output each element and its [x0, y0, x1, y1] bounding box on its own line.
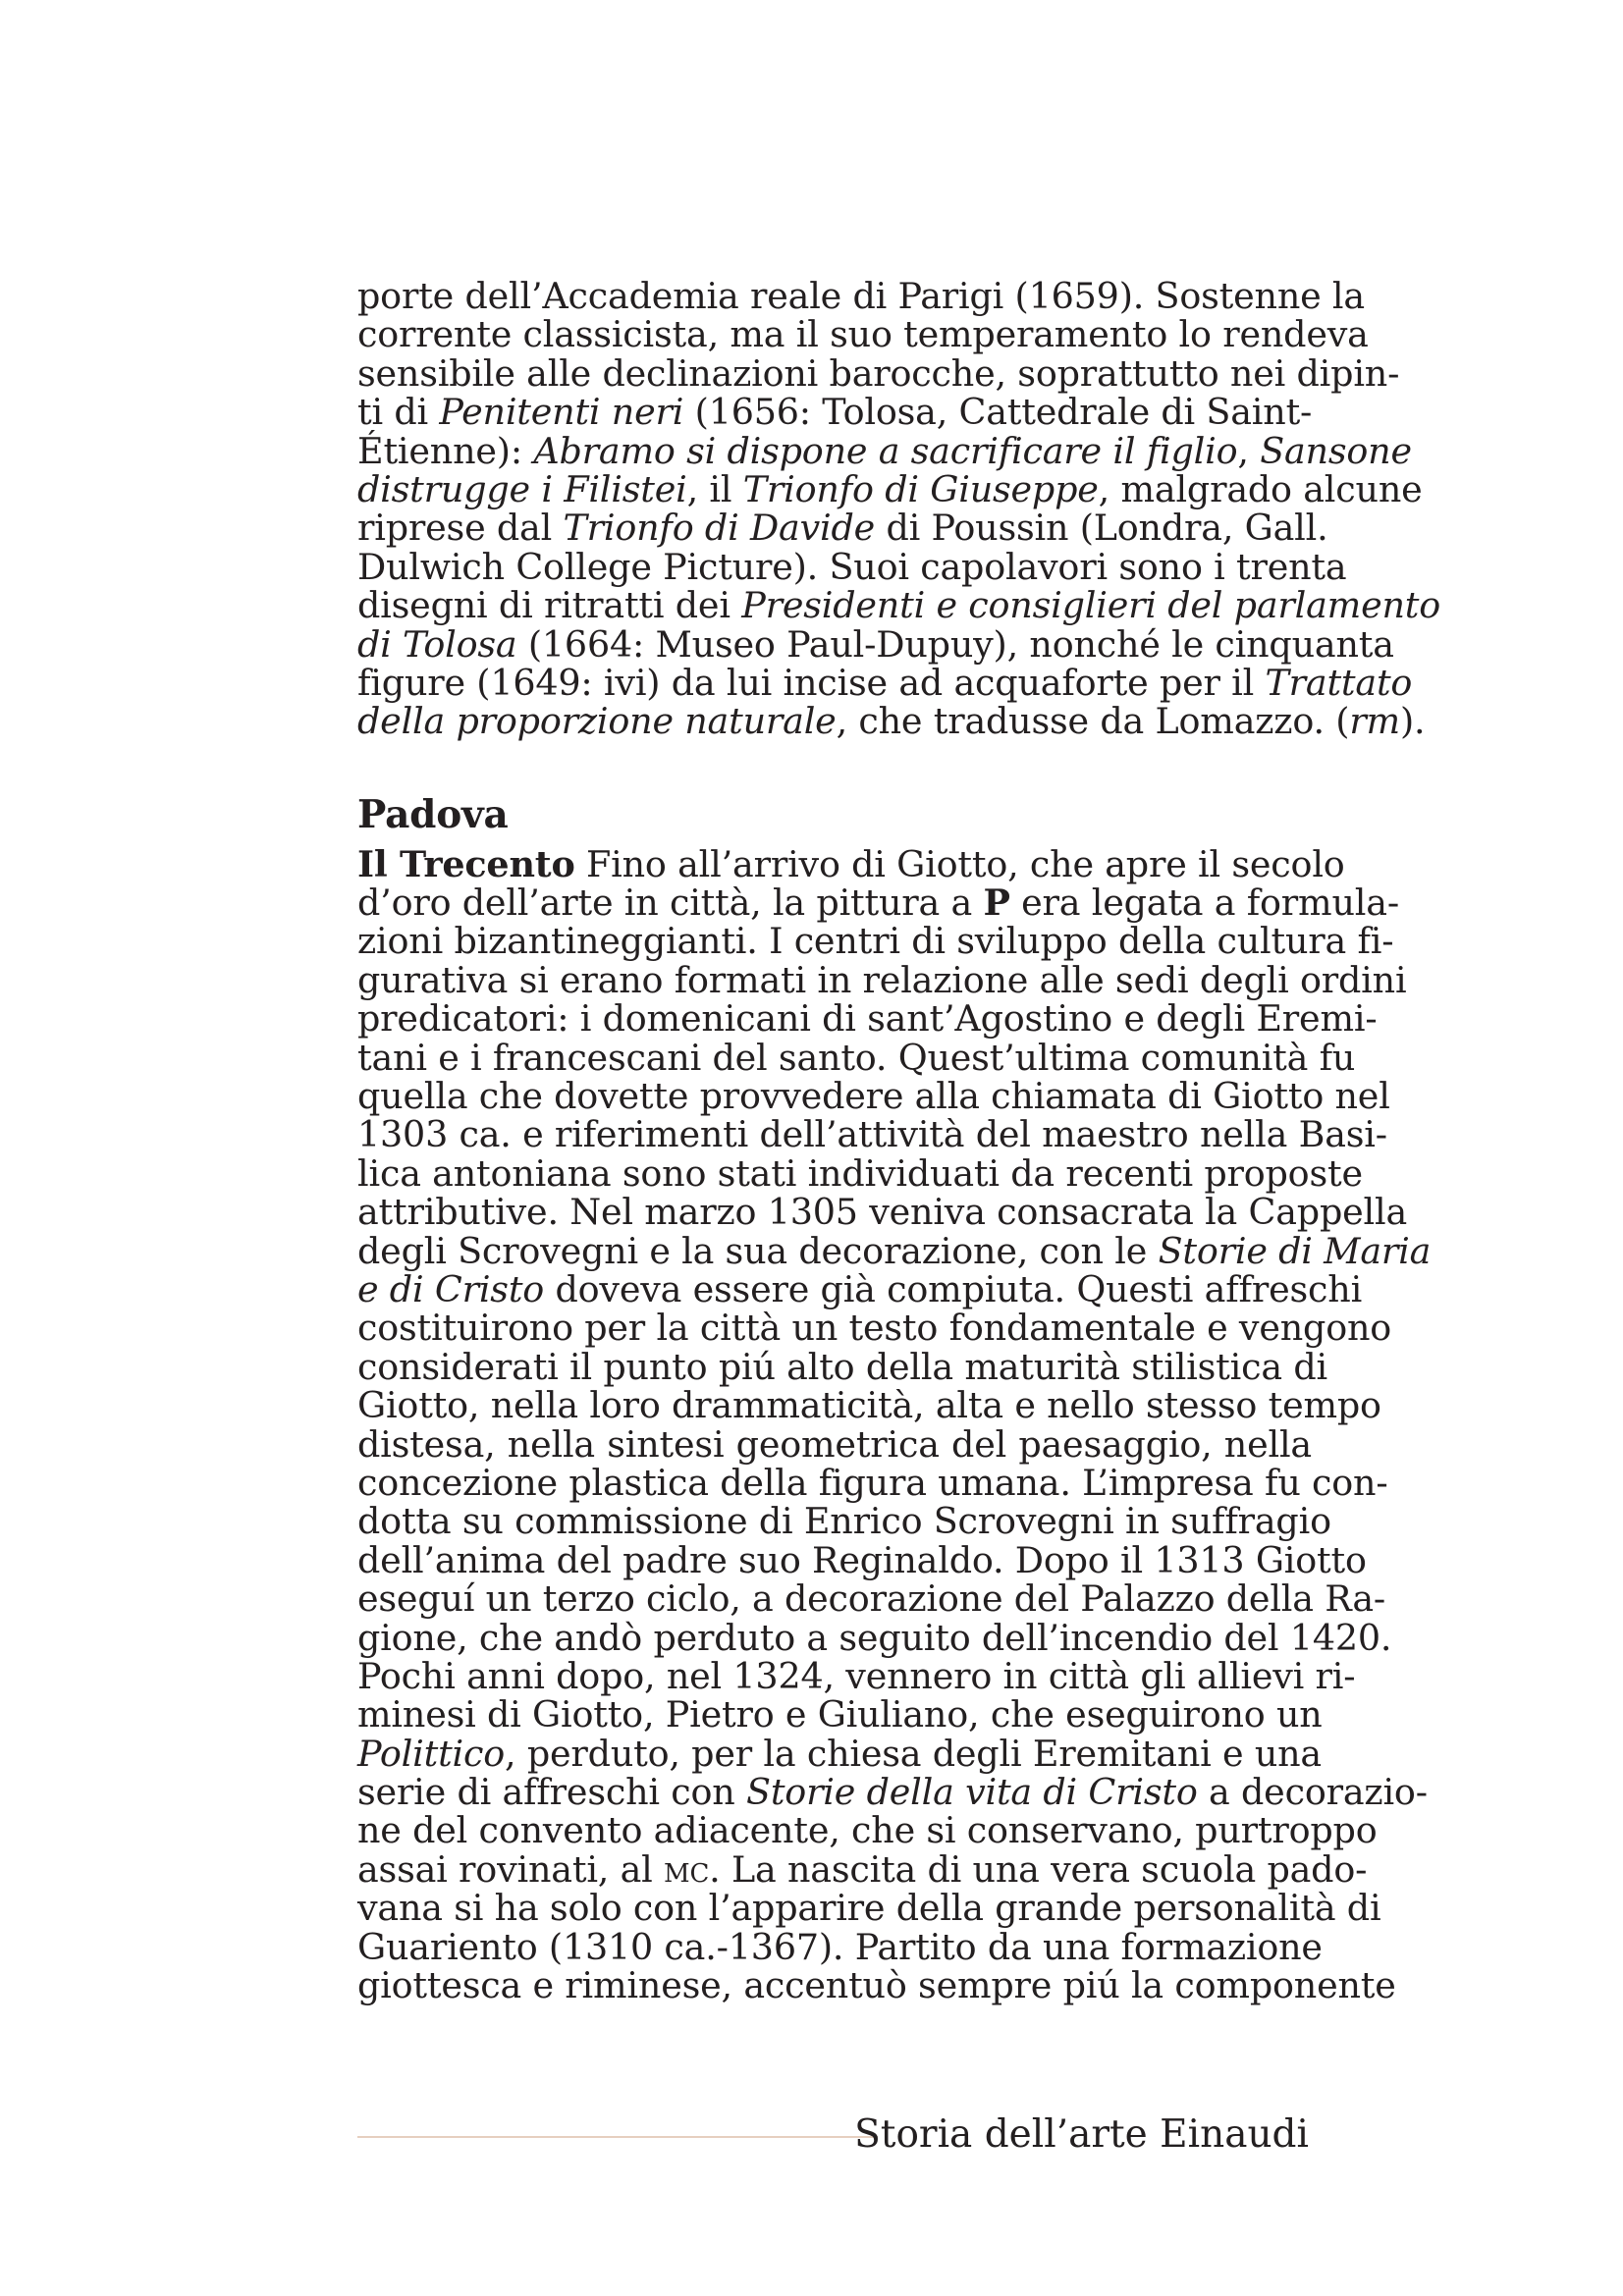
author-initials: rm — [1349, 700, 1400, 743]
artwork-title: Storie della vita di Cristo — [746, 1771, 1198, 1814]
text-line: Polittico, perduto, per la chiesa degli Eremitani e una — [357, 1732, 1322, 1775]
footer-publisher: Storia dell’arte Einaudi — [854, 2112, 1309, 2157]
text-line: Dulwich College Picture). Suoi capolavori sono i trenta — [357, 545, 1347, 588]
text-line: gione, che andò perduto a seguito dell’incendio del 1420. — [357, 1616, 1392, 1659]
page-body — [357, 275, 1441, 2007]
entry-heading: Padova — [357, 791, 509, 837]
entry-paragraph — [357, 842, 1432, 2007]
text-line: ne del convento adiacente, che si conservano, purtroppo — [357, 1809, 1378, 1852]
entry-continuation-paragraph — [357, 275, 1441, 743]
text-line: distesa, nella sintesi geometrica del paesaggio, nella — [357, 1422, 1312, 1466]
artwork-title: Trattato — [1265, 661, 1413, 704]
text-line: dotta su commissione di Enrico Scrovegni in suffragio — [357, 1500, 1331, 1543]
text-line: Giotto, nella loro drammaticità, alta e nello stesso tempo — [357, 1384, 1381, 1427]
text-line: Il Trecento Fino all’arrivo di Giotto, che apre il secolo — [357, 842, 1345, 885]
museum-abbreviation: mc — [664, 1847, 710, 1891]
text-line: predicatori: i domenicani di sant’Agostino e degli Eremi- — [357, 997, 1378, 1041]
text-line: serie di affreschi con Storie della vita di Cristo a decorazio- — [357, 1771, 1428, 1814]
text-line: zioni bizantineggianti. I centri di sviluppo della cultura fi- — [357, 920, 1394, 963]
text-line: d’oro dell’arte in città, la pittura a P era legata a formula- — [357, 881, 1399, 925]
text-line: distrugge i Filistei, il Trionfo di Giuseppe, malgrado alcune — [357, 467, 1423, 510]
artwork-title: Storie di Maria — [1158, 1229, 1432, 1272]
text-line: e di Cristo doveva essere già compiuta. Questi affreschi — [357, 1267, 1363, 1310]
text-line: corrente classicista, ma il suo temperamento lo rendeva — [357, 313, 1369, 356]
subsection-title: Il Trecento — [357, 842, 575, 885]
text-line: Guariento (1310 ca.-1367). Partito da una formazione — [357, 1925, 1323, 1968]
text-line: quella che dovette provvedere alla chiamata di Giotto nel — [357, 1075, 1390, 1118]
text-line: di Tolosa (1664: Museo Paul-Dupuy), nonché le cinquanta — [357, 622, 1394, 666]
text-line: porte dell’Accademia reale di Parigi (1659). Sostenne la — [357, 275, 1365, 317]
text-line: lica antoniana sono stati individuati da recenti proposte — [357, 1151, 1363, 1195]
entry-abbreviation: P — [983, 881, 1010, 925]
artwork-title: Abramo si dispone a sacrificare il figlio — [533, 429, 1238, 472]
text-line: della proporzione naturale, che tradusse da Lomazzo. (rm). — [357, 700, 1426, 743]
artwork-title: Presidenti e consiglieri del parlamento — [741, 584, 1441, 627]
footer-divider — [357, 2136, 878, 2138]
artwork-title: Sansone — [1260, 429, 1412, 472]
text-line: giottesca e riminese, accentuò sempre piú la componente — [357, 1964, 1396, 2007]
artwork-title: Penitenti neri — [439, 391, 684, 434]
artwork-title: Trionfo di Giuseppe — [742, 467, 1099, 510]
text-line: minesi di Giotto, Pietro e Giuliano, che eseguirono un — [357, 1693, 1323, 1736]
text-line: riprese dal Trionfo di Davide di Poussin (Londra, Gall. — [357, 507, 1328, 550]
artwork-title: Trionfo di Davide — [563, 507, 876, 550]
artwork-title: Polittico — [357, 1732, 506, 1775]
artwork-title: distrugge i Filistei — [357, 467, 687, 510]
text-line: attributive. Nel marzo 1305 veniva consacrata la Cappella — [357, 1191, 1408, 1234]
text-line: eseguí un terzo ciclo, a decorazione del Palazzo della Ra- — [357, 1577, 1386, 1621]
text-line: assai rovinati, al mc. La nascita di una vera scuola pado- — [357, 1847, 1368, 1891]
text-line: costituirono per la città un testo fondamentale e vengono — [357, 1307, 1392, 1350]
text-line: concezione plastica della figura umana. L’impresa fu con- — [357, 1461, 1388, 1504]
text-line: disegni di ritratti dei Presidenti e consiglieri del parlamento — [357, 584, 1441, 627]
text-line: figure (1649: ivi) da lui incise ad acquaforte per il Trattato — [357, 661, 1413, 704]
text-line: 1303 ca. e riferimenti dell’attività del maestro nella Basi- — [357, 1113, 1387, 1156]
text-line: degli Scrovegni e la sua decorazione, con le Storie di Maria — [357, 1229, 1432, 1272]
text-line: sensibile alle declinazioni barocche, soprattutto nei dipin- — [357, 351, 1400, 395]
artwork-title: della proporzione naturale — [357, 700, 837, 743]
text-line: Pochi anni dopo, nel 1324, vennero in città gli allievi ri- — [357, 1654, 1356, 1697]
artwork-title: di Tolosa — [357, 622, 517, 666]
text-line: gurativa si erano formati in relazione alle sedi degli ordini — [357, 958, 1407, 1001]
text-line: tani e i francescani del santo. Quest’ultima comunità fu — [357, 1036, 1356, 1079]
text-line: dell’anima del padre suo Reginaldo. Dopo il 1313 Giotto — [357, 1538, 1367, 1581]
text-line: ti di Penitenti neri (1656: Tolosa, Cattedrale di Saint- — [357, 391, 1313, 434]
text-line: considerati il punto piú alto della maturità stilistica di — [357, 1345, 1327, 1388]
text-line: Étienne): Abramo si dispone a sacrificare il figlio, Sansone — [357, 429, 1412, 472]
text-line: vana si ha solo con l’apparire della grande personalità di — [357, 1887, 1381, 1930]
artwork-title: e di Cristo — [357, 1267, 545, 1310]
